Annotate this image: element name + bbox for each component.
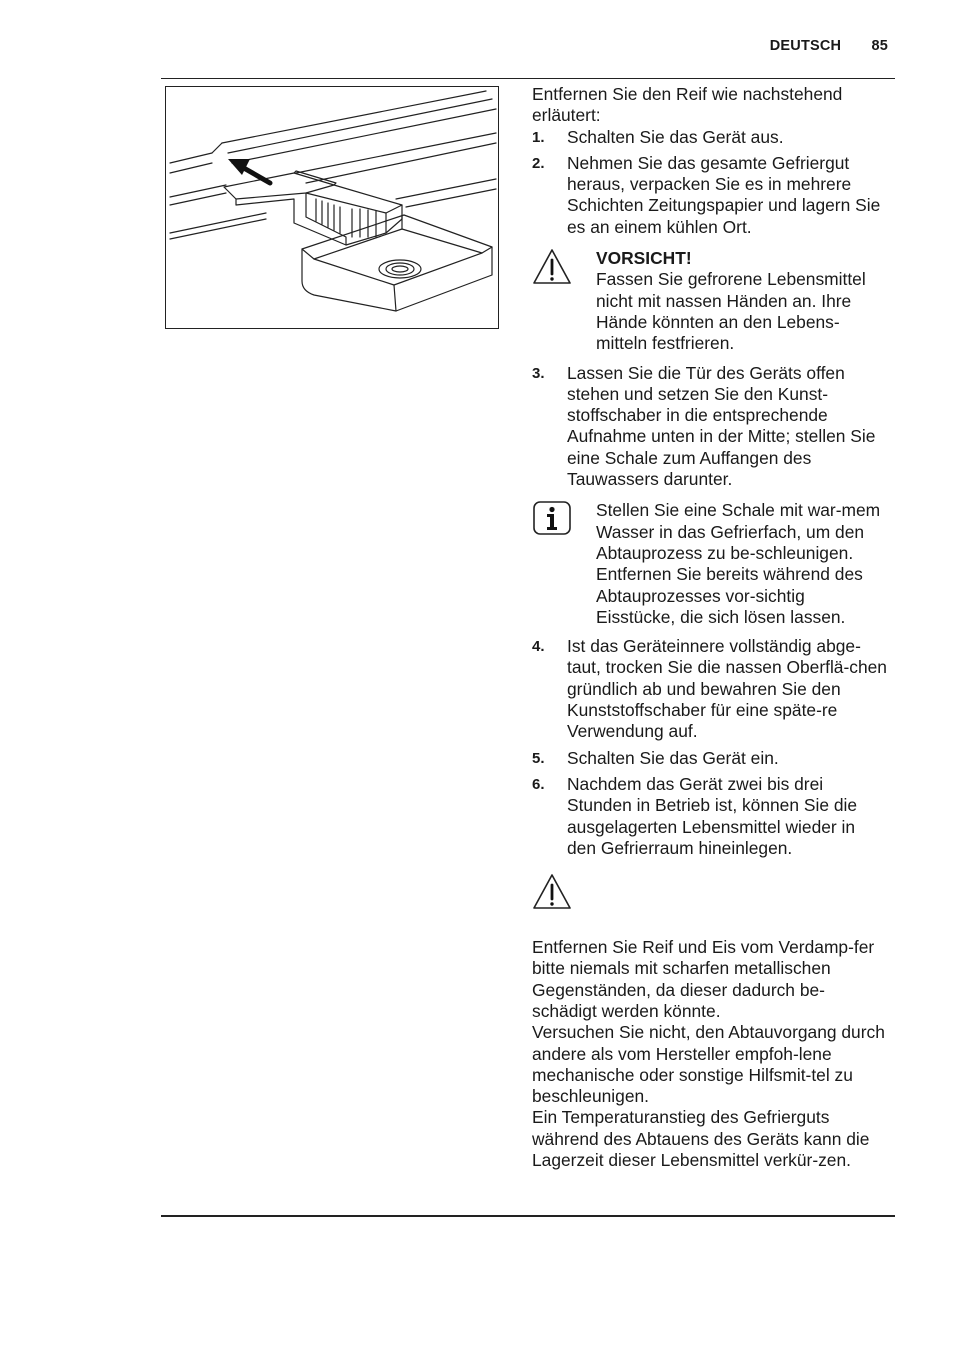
step-item (532, 153, 888, 238)
caution-text: Fassen Sie gefrorene Lebensmittel nicht mit nassen Händen an. Ihre Hände könnten an den Lebens-mitteln festfrieren. (596, 269, 866, 354)
step-number: 3. (532, 364, 545, 382)
scraper-and-tray-drawing (166, 87, 499, 329)
caution-title: VORSICHT! (596, 248, 692, 269)
defrost-illustration (165, 86, 499, 329)
info-text: Stellen Sie eine Schale mit war-mem Wasser in das Gefrierfach, um den Abtauprozess zu be-schleunigen. Entfernen Sie bereits während des Abtauprozesses vor-sichtig Eisstücke, die sich lösen lassen. (596, 500, 881, 627)
page-header (770, 38, 888, 54)
step-number: 1. (532, 128, 545, 146)
warning-paragraph: Entfernen Sie Reif und Eis vom Verdamp-fer bitte niemals mit scharfen metallischen Gegenständen, da dieser dadurch be-schädigt werden könnte. (532, 937, 875, 1021)
top-rule (161, 78, 895, 79)
step-item (532, 774, 888, 859)
step-item (532, 363, 888, 491)
info-icon (532, 500, 572, 536)
step-number: 6. (532, 775, 545, 793)
step-number: 2. (532, 154, 545, 172)
step-text: Nachdem das Gerät zwei bis drei Stunden in Betrieb ist, können Sie die ausgelagerten Lebensmittel wieder in den Gefrierraum hineinlegen. (567, 773, 858, 858)
step-text: Ist das Geräteinnere vollständig abge-taut, trocken Sie die nassen Oberflä-chen gründlich ab und bewahren Sie den Kunststoffschaber für eine späte-re Verwendung auf. (567, 636, 887, 742)
intro-text: Entfernen Sie den Reif wie nachstehend erläutert: (532, 84, 843, 126)
step-text: Nehmen Sie das gesamte Gefriergut heraus, verpacken Sie es in mehrere Schichten Zeitungspapier und lagern Sie es an einem kühlen Ort. (567, 152, 881, 237)
warning-block (532, 873, 888, 913)
step-item (532, 636, 888, 742)
instructions-column (532, 84, 888, 1171)
step-text: Schalten Sie das Gerät aus. (567, 126, 784, 147)
header-language: DEUTSCH (769, 38, 842, 54)
caution-note (532, 248, 888, 354)
step-number: 4. (532, 638, 545, 656)
page-number: 85 (871, 38, 888, 54)
arrow-icon (228, 159, 270, 183)
info-note (532, 500, 888, 628)
warning-triangle-icon (532, 873, 572, 911)
warning-paragraph: Ein Temperaturanstieg des Gefrierguts während des Abtauens des Geräts kann die Lagerzeit dieser Lebensmittel verkür-zen. (532, 1107, 870, 1171)
warning-text-block (532, 937, 888, 1171)
warning-paragraph: Versuchen Sie nicht, den Abtauvorgang durch andere als vom Hersteller empfoh-lene mechanische oder sonstige Hilfsmit-tel zu beschleunigen. (532, 1022, 885, 1107)
step-item (532, 748, 888, 769)
step-text: Schalten Sie das Gerät ein. (567, 747, 779, 768)
warning-triangle-icon (532, 248, 572, 286)
step-number: 5. (532, 749, 545, 767)
step-text: Lassen Sie die Tür des Geräts offen stehen und setzen Sie den Kunst-stoffschaber in die entsprechende Aufnahme unten in der Mitte; stellen Sie eine Schale zum Auffangen des Tauwassers darunter. (567, 362, 876, 490)
step-item (532, 127, 888, 148)
bottom-rule (161, 1215, 895, 1217)
